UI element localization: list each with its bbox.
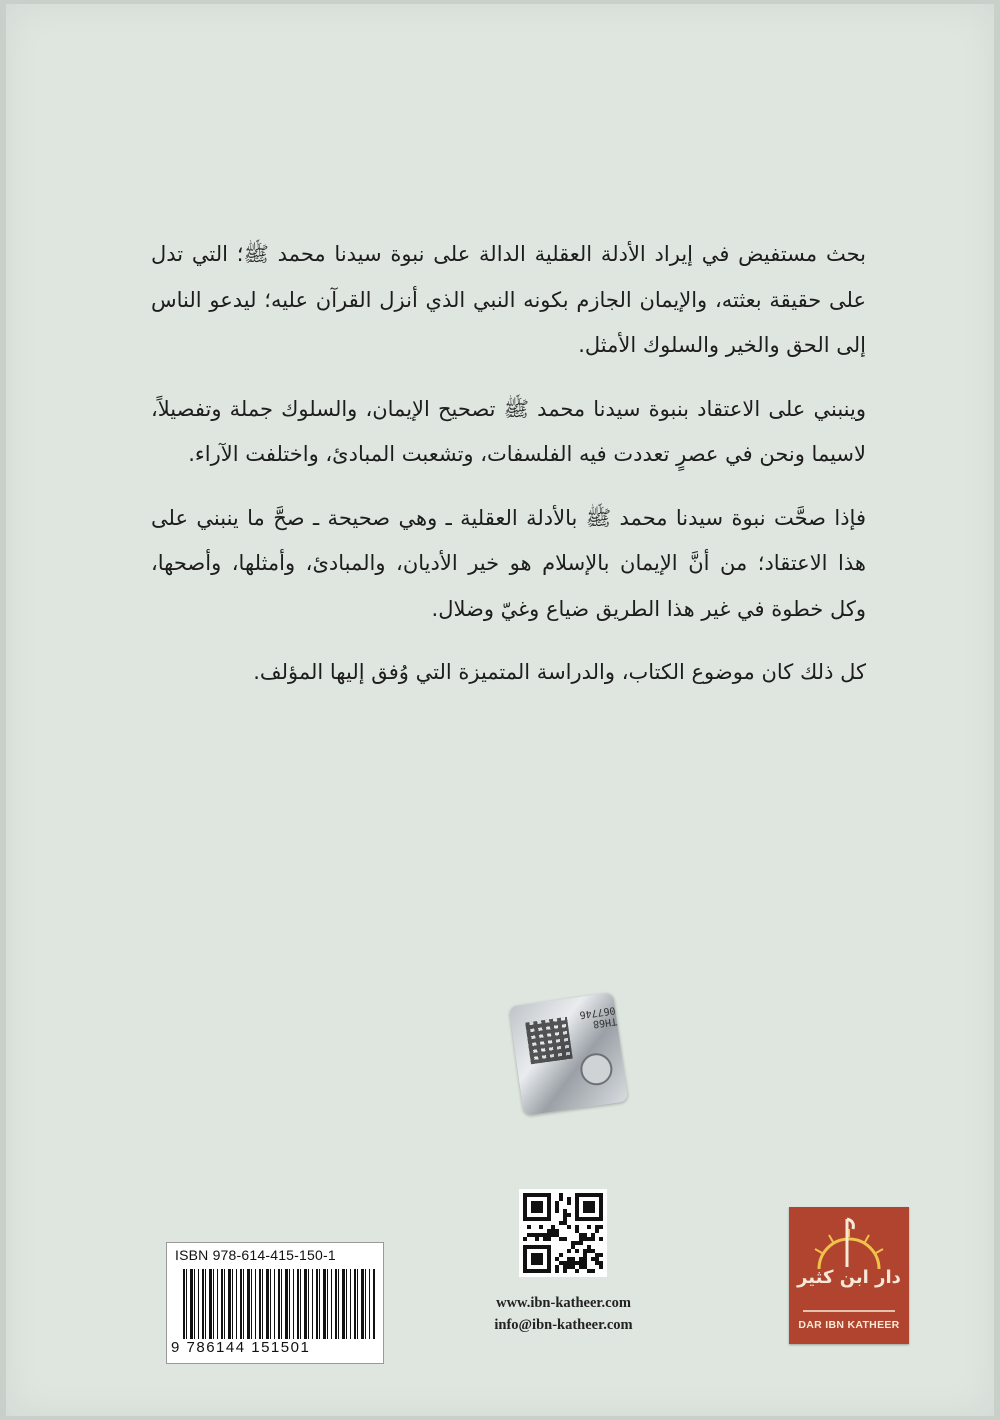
blurb [151,232,866,714]
blurb-paragraph-1: بحث مستفيض في إيراد الأدلة العقلية الدالة على نبوة سيدنا محمد ﷺ؛ التي تدل على حقيقة بعثته، والإيمان الجازم بكونه النبي الذي أنزل القرآن عليه؛ ليدعو الناس إلى الحق والخير والسلوك الأمثل. [151,242,866,357]
blurb-paragraph-3: فإذا صحَّت نبوة سيدنا محمد ﷺ بالأدلة العقلية ـ وهي صحيحة ـ صحَّ ما ينبني على هذا الاعتقاد؛ من أنَّ الإيمان بالإسلام هو خير الأديان، والمبادئ، وأمثلها، وأصحها، وكل خطوة في غير هذا الطريق ضياع وغيّ وضلال. [151,505,866,621]
blurb-paragraph-2: وينبني على الاعتقاد بنبوة سيدنا محمد ﷺ تصحيح الإيمان، والسلوك جملة وتفصيلاً، لاسيما ونحن في عصرٍ تعددت فيه الفلسفات، وتشعبت المبادئ، واختلفت الآراء. [151,396,866,466]
publisher-name-arabic: دار ابن كثير [797,1267,901,1288]
website-link[interactable]: www.ibn-katheer.com [496,1295,631,1311]
hologram-sticker [509,992,628,1116]
hologram-qr-icon [525,1017,572,1064]
blurb-paragraph-4: كل ذلك كان موضوع الكتاب، والدراسة المتميزة التي وُفق إليها المؤلف. [253,660,866,684]
barcode-icon [183,1269,375,1339]
isbn-barcode-box [166,1242,384,1364]
qr-code[interactable] [519,1189,607,1277]
hologram-code: TH68 067746 [578,1004,618,1030]
contact-info [476,1292,651,1336]
email-link[interactable]: info@ibn-katheer.com [494,1317,633,1333]
back-cover [6,4,994,1416]
publisher-logo [789,1207,909,1344]
isbn-label: ISBN 978-614-415-150-1 [175,1247,336,1263]
publisher-name-english: DAR IBN KATHEER [798,1319,900,1331]
barcode-digits: 9 786144 151501 [171,1339,311,1356]
hologram-seal-icon [578,1051,614,1087]
